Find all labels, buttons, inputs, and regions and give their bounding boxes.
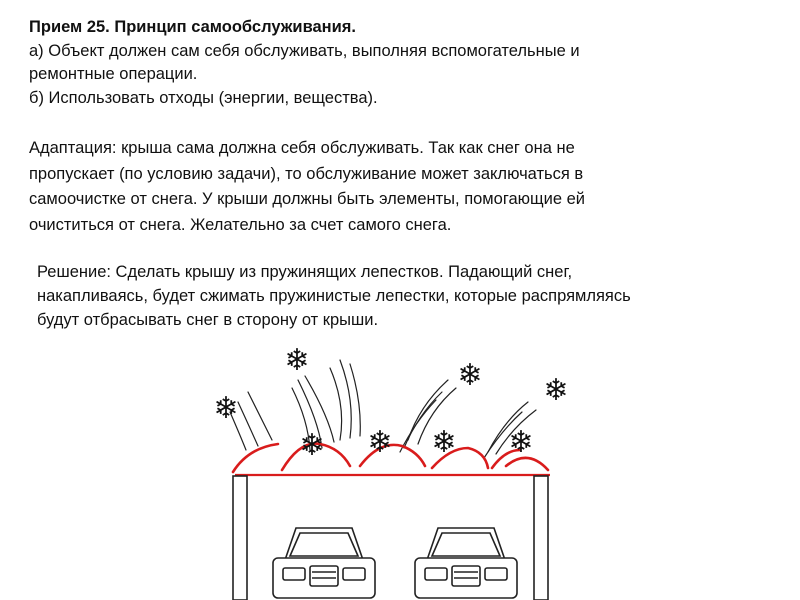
snowflake-icon: ❄ bbox=[299, 428, 325, 463]
snowflake-icon: ❄ bbox=[431, 425, 457, 460]
left-pillar bbox=[233, 476, 247, 600]
solution-line: накапливаясь, будет сжимать пружинистые лепестки, которые распрямляясь bbox=[37, 287, 631, 305]
adaptation-line: очиститься от снега. Желательно за счет самого снега. bbox=[29, 215, 452, 234]
roof-petal bbox=[233, 444, 278, 472]
car bbox=[415, 528, 517, 598]
adaptation-line: самоочистке от снега. У крыши должны быть элементы, помогающие ей bbox=[29, 190, 585, 208]
right-pillar bbox=[534, 476, 548, 600]
snowflake-icon: ❄ bbox=[367, 425, 393, 460]
snowflake-icon: ❄ bbox=[213, 391, 239, 426]
snowflake-icon: ❄ bbox=[543, 373, 569, 408]
snowflake-icon: ❄ bbox=[457, 358, 483, 393]
principle-point-a-cont: ремонтные операции. bbox=[29, 65, 198, 83]
adaptation-paragraph bbox=[29, 136, 585, 238]
adaptation-line: Адаптация: крыша сама должна себя обслуживать. Так как снег она не bbox=[29, 139, 575, 157]
snowflake-icon: ❄ bbox=[508, 425, 534, 460]
adaptation-line: пропускает (по условию задачи), то обслуживание может заключаться в bbox=[29, 164, 584, 183]
principle-heading-block bbox=[29, 16, 580, 110]
principle-title: Прием 25. Принцип самообслуживания. bbox=[29, 18, 356, 36]
principle-point-a: а) Объект должен сам себя обслуживать, выполняя вспомогательные и bbox=[29, 41, 580, 60]
solution-paragraph bbox=[37, 260, 631, 332]
principle-point-b: б) Использовать отходы (энергии, вещества). bbox=[29, 88, 378, 107]
car bbox=[273, 528, 375, 598]
roof-illustration bbox=[0, 330, 800, 600]
solution-line: Решение: Сделать крышу из пружинящих лепестков. Падающий снег, bbox=[37, 263, 573, 281]
snowflake-icon: ❄ bbox=[284, 343, 310, 378]
solution-line: будут отбрасывать снег в сторону от крыши. bbox=[37, 311, 379, 329]
